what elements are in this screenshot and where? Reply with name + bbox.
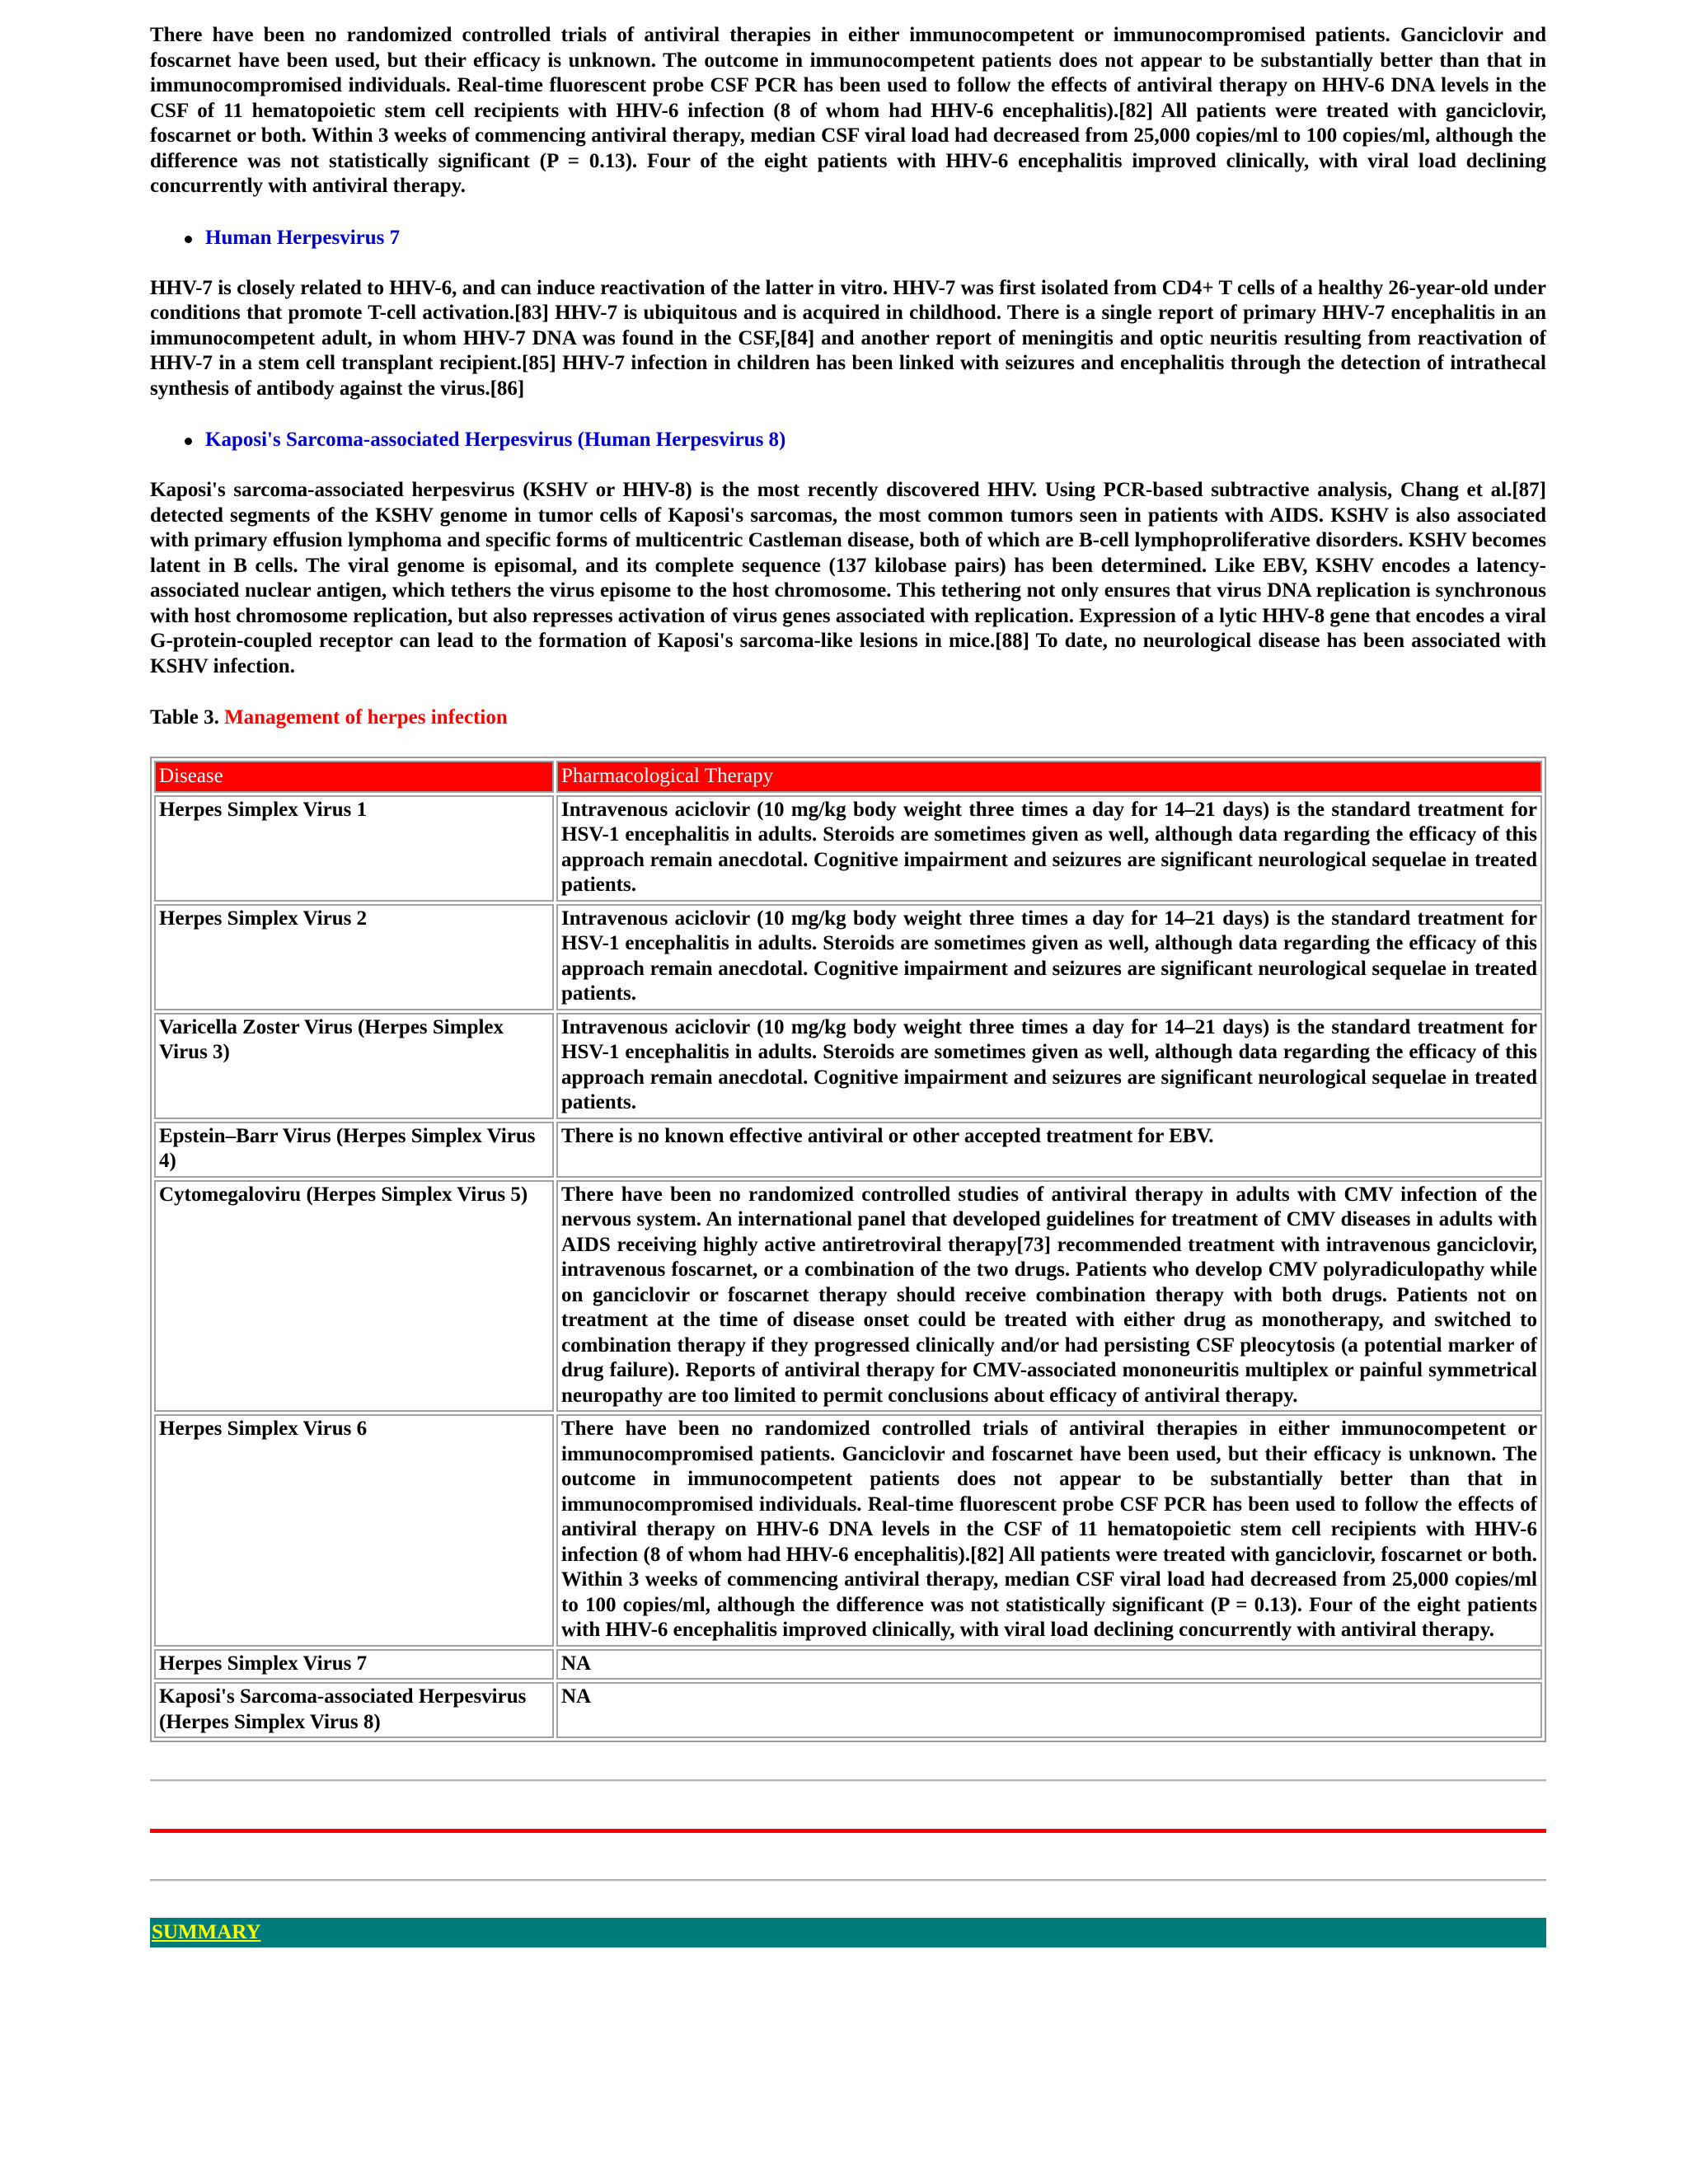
table-row xyxy=(154,1180,1542,1413)
therapy-cell: There is no known effective antiviral or other accepted treatment for EBV. xyxy=(556,1122,1542,1178)
section-link-kshv[interactable]: Kaposi's Sarcoma-associated Herpesvirus (Human Herpesvirus 8) xyxy=(205,429,786,451)
management-table xyxy=(150,757,1546,1742)
disease-cell: Epstein–Barr Virus (Herpes Simplex Virus 4) xyxy=(154,1122,554,1178)
table-row xyxy=(154,1013,1542,1119)
bullet-icon xyxy=(185,438,192,445)
table-row xyxy=(154,904,1542,1010)
therapy-cell: Intravenous aciclovir (10 mg/kg body weight three times a day for 14–21 days) is the standard treatment for HSV-1 encephalitis in adults. Steroids are sometimes given as well, although data regarding the efficacy of this approach remain anecdotal. Cognitive impairment and seizures are significant neurological sequelae in treated patients. xyxy=(556,795,1542,902)
article-page xyxy=(150,0,1546,1947)
disease-cell: Herpes Simplex Virus 6 xyxy=(154,1414,554,1647)
table-row xyxy=(154,1414,1542,1647)
table-row xyxy=(154,1649,1542,1680)
therapy-cell: Intravenous aciclovir (10 mg/kg body weight three times a day for 14–21 days) is the standard treatment for HSV-1 encephalitis in adults. Steroids are sometimes given as well, although data regarding the efficacy of this approach remain anecdotal. Cognitive impairment and seizures are significant neurological sequelae in treated patients. xyxy=(556,904,1542,1010)
column-header-disease: Disease xyxy=(154,761,554,793)
therapy-cell: There have been no randomized controlled trials of antiviral therapies in either immunocompetent or immunocompromised patients. Ganciclovir and foscarnet have been used, but their efficacy is unknown. The outcome in immunocompetent patients does not appear to be substantially better than that in immunocompromised individuals. Real-time fluorescent probe CSF PCR has been used to follow the effects of antiviral therapy on HHV-6 DNA levels in the CSF of 11 hematopoietic stem cell recipients with HHV-6 infection (8 of whom had HHV-6 encephalitis).[82] All patients were treated with ganciclovir, foscarnet or both. Within 3 weeks of commencing antiviral therapy, median CSF viral load had decreased from 25,000 copies/ml to 100 copies/ml, although the difference was not statistically significant (P = 0.13). Four of the eight patients with HHV-6 encephalitis improved clinically, with viral load declining concurrently with antiviral therapy. xyxy=(556,1414,1542,1647)
disease-cell: Herpes Simplex Virus 2 xyxy=(154,904,554,1010)
disease-cell: Herpes Simplex Virus 7 xyxy=(154,1649,554,1680)
table-caption xyxy=(150,705,1546,730)
summary-link[interactable]: SUMMARY xyxy=(152,1921,261,1943)
divider-grey-top xyxy=(150,1779,1546,1782)
therapy-cell: Intravenous aciclovir (10 mg/kg body weight three times a day for 14–21 days) is the standard treatment for HSV-1 encephalitis in adults. Steroids are sometimes given as well, although data regarding the efficacy of this approach remain anecdotal. Cognitive impairment and seizures are significant neurological sequelae in treated patients. xyxy=(556,1013,1542,1119)
divider-red xyxy=(150,1829,1546,1833)
table-caption-title: Management of herpes infection xyxy=(224,706,508,729)
divider-grey-bottom xyxy=(150,1879,1546,1882)
therapy-cell: There have been no randomized controlled studies of antiviral therapy in adults with CMV infection of the nervous system. An international panel that developed guidelines for treatment of CMV diseases in adults with AIDS receiving highly active antiretroviral therapy[73] recommended treatment with intravenous ganciclovir, intravenous foscarnet, or a combination of the two drugs. Patients who develop CMV polyradiculopathy while on ganciclovir or foscarnet therapy should receive combination therapy with both drugs. Patients not on treatment at the time of disease onset could be treated with either drug as monotherapy, and switched to combination therapy if they progressed clinically and/or had persisting CSF pleocytosis (a potential marker of drug failure). Reports of antiviral therapy for CMV-associated mononeuritis multiplex or painful symmetrical neuropathy are too limited to permit conclusions about efficacy of antiviral therapy. xyxy=(556,1180,1542,1413)
summary-bar xyxy=(150,1918,1546,1947)
table-row xyxy=(154,1682,1542,1738)
table-header-row xyxy=(154,761,1542,793)
disease-cell: Varicella Zoster Virus (Herpes Simplex Virus 3) xyxy=(154,1013,554,1119)
section-link-hhv7[interactable]: Human Herpesvirus 7 xyxy=(205,226,401,249)
disease-cell: Herpes Simplex Virus 1 xyxy=(154,795,554,902)
therapy-cell: NA xyxy=(556,1682,1542,1738)
bullet-icon xyxy=(185,236,192,243)
section-heading-kshv xyxy=(150,428,1546,452)
disease-cell: Cytomegaloviru (Herpes Simplex Virus 5) xyxy=(154,1180,554,1413)
table-caption-prefix: Table 3. xyxy=(150,706,219,729)
table-row xyxy=(154,795,1542,902)
section-body-kshv: Kaposi's sarcoma-associated herpesvirus (KSHV or HHV-8) is the most recently discovered HHV. Using PCR-based subtractive analysis, Chang et al.[87] detected segments of the KSHV genome in tumor cells of Kaposi's sarcomas, the most common tumors seen in patients with AIDS. KSHV is also associated with primary effusion lymphoma and specific forms of multicentric Castleman disease, both of which are B-cell lymphoproliferative disorders. KSHV becomes latent in B cells. The viral genome is episomal, and its complete sequence (137 kilobase pairs) has been determined. Like EBV, KSHV encodes a latency-associated nuclear antigen, which tethers the virus episome to the host chromosome. This tethering not only ensures that virus DNA replication is synchronous with host chromosome replication, but also represses activation of virus genes associated with replication. Expression of a lytic HHV-8 gene that encodes a viral G-protein-coupled receptor can lead to the formation of Kaposi's sarcoma-like lesions in mice.[88] To date, no neurological disease has been associated with KSHV infection. xyxy=(150,479,1546,677)
disease-cell: Kaposi's Sarcoma-associated Herpesvirus (Herpes Simplex Virus 8) xyxy=(154,1682,554,1738)
intro-paragraph: There have been no randomized controlled trials of antiviral therapies in either immunocompetent or immunocompromised patients. Ganciclovir and foscarnet have been used, but their efficacy is unknown. The outcome in immunocompetent patients does not appear to be substantially better than that in immunocompromised individuals. Real-time fluorescent probe CSF PCR has been used to follow the effects of antiviral therapy on HHV-6 DNA levels in the CSF of 11 hematopoietic stem cell recipients with HHV-6 infection (8 of whom had HHV-6 encephalitis).[82] All patients were treated with ganciclovir, foscarnet or both. Within 3 weeks of commencing antiviral therapy, median CSF viral load had decreased from 25,000 copies/ml to 100 copies/ml, although the difference was not statistically significant (P = 0.13). Four of the eight patients with HHV-6 encephalitis improved clinically, with viral load declining concurrently with antiviral therapy. xyxy=(150,24,1546,197)
section-heading-hhv7 xyxy=(150,226,1546,251)
table-row xyxy=(154,1122,1542,1178)
section-body-hhv7: HHV-7 is closely related to HHV-6, and can induce reactivation of the latter in vitro. HHV-7 was first isolated from CD4+ T cells of a healthy 26-year-old under conditions that promote T-cell activation.[83] HHV-7 is ubiquitous and is acquired in childhood. There is a single report of primary HHV-7 encephalitis in an immunocompetent adult, in whom HHV-7 DNA was found in the CSF,[84] and another report of meningitis and optic neuritis resulting from reactivation of HHV-7 in a stem cell transplant recipient.[85] HHV-7 infection in children has been linked with seizures and encephalitis through the detection of intrathecal synthesis of antibody against the virus.[86] xyxy=(150,276,1546,400)
therapy-cell: NA xyxy=(556,1649,1542,1680)
column-header-therapy: Pharmacological Therapy xyxy=(556,761,1542,793)
